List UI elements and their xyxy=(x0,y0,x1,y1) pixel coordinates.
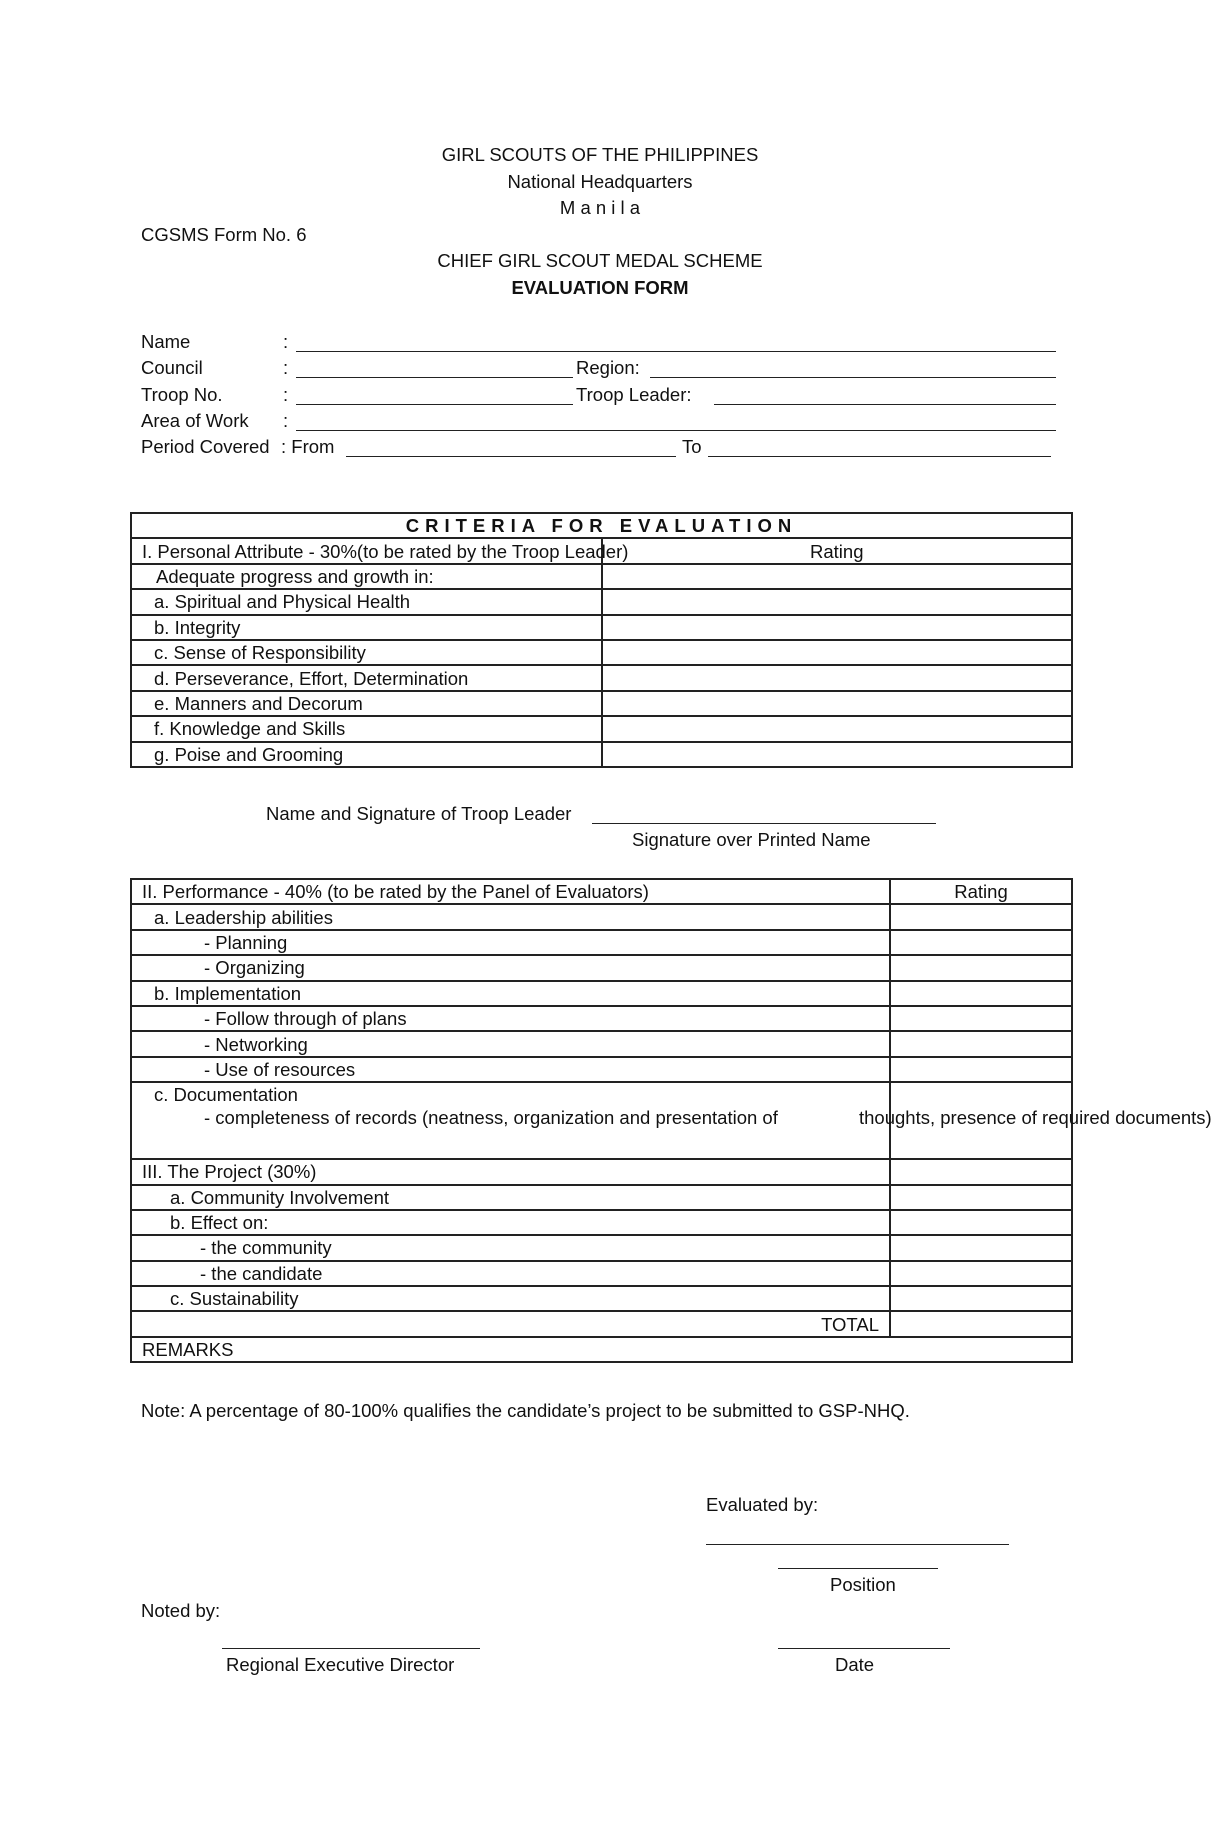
table-row xyxy=(131,1006,1072,1031)
criteria-header: CRITERIA FOR EVALUATION xyxy=(131,513,1072,538)
note-text: Note: A percentage of 80-100% qualifies the candidate’s project to be submitted to GSP-NHQ. xyxy=(141,1400,910,1421)
rating-cell[interactable] xyxy=(890,1210,1072,1235)
table-row xyxy=(131,640,1072,665)
total-label: TOTAL xyxy=(131,1311,890,1336)
troop-leader-field[interactable] xyxy=(714,404,1056,405)
form-number: CGSMS Form No. 6 xyxy=(141,224,307,245)
table-row xyxy=(131,1311,1072,1336)
table-row xyxy=(131,955,1072,980)
council-field[interactable] xyxy=(296,377,573,378)
hq-name: National Headquarters xyxy=(507,171,693,192)
criteria-item: c. Sense of Responsibility xyxy=(154,642,366,664)
rating-header: Rating xyxy=(602,538,1073,563)
table-row xyxy=(131,1261,1072,1286)
to-field[interactable] xyxy=(708,456,1051,457)
rating-cell[interactable] xyxy=(890,1006,1072,1031)
rating-header: Rating xyxy=(890,879,1072,904)
criteria-subitem: - Use of resources xyxy=(204,1058,356,1080)
date-field[interactable] xyxy=(778,1648,950,1649)
rating-cell[interactable] xyxy=(602,716,1073,741)
criteria-subitem: - the candidate xyxy=(200,1262,323,1284)
criteria-item: a. Spiritual and Physical Health xyxy=(154,591,411,613)
rating-cell[interactable] xyxy=(602,640,1073,665)
table-row xyxy=(131,1337,1072,1362)
org-name: GIRL SCOUTS OF THE PHILIPPINES xyxy=(441,144,759,165)
rating-cell[interactable] xyxy=(890,981,1072,1006)
troop-leader-label: Troop Leader: xyxy=(576,384,692,405)
position-label: Position xyxy=(830,1574,896,1595)
table-row xyxy=(131,1210,1072,1235)
troop-no-label: Troop No. xyxy=(141,384,223,405)
area-of-work-label: Area of Work xyxy=(141,410,249,431)
period-covered-label: Period Covered xyxy=(141,436,270,457)
rating-cell[interactable] xyxy=(890,930,1072,955)
table-row xyxy=(131,1185,1072,1210)
council-colon: : xyxy=(283,357,289,378)
date-label: Date xyxy=(835,1654,875,1675)
noted-by-label: Noted by: xyxy=(141,1600,221,1621)
remarks-cell[interactable]: REMARKS xyxy=(131,1337,1072,1362)
table-row xyxy=(131,981,1072,1006)
rating-cell[interactable] xyxy=(602,691,1073,716)
table-row xyxy=(131,716,1072,741)
rating-cell[interactable] xyxy=(890,904,1072,929)
rating-cell[interactable] xyxy=(602,564,1073,589)
criteria-subitem: - the community xyxy=(200,1237,332,1259)
table-row xyxy=(131,1082,1072,1159)
rating-cell[interactable] xyxy=(890,1159,1072,1184)
table-row xyxy=(131,879,1072,904)
section-title: II. Performance - 40% (to be rated by the Panel of Evaluators) xyxy=(131,879,890,904)
criteria-item: g. Poise and Grooming xyxy=(154,743,344,765)
signature-caption: Signature over Printed Name xyxy=(632,829,871,850)
rating-cell[interactable] xyxy=(602,742,1073,767)
name-field[interactable] xyxy=(296,351,1056,352)
table-row xyxy=(131,1057,1072,1082)
form-title: EVALUATION FORM xyxy=(511,277,689,298)
red-label: Regional Executive Director xyxy=(226,1654,455,1675)
region-field[interactable] xyxy=(650,377,1056,378)
table-row xyxy=(131,615,1072,640)
criteria-item: c. Sustainability xyxy=(170,1288,299,1310)
criteria-item: a. Leadership abilities xyxy=(154,906,333,928)
criteria-subitem: - Follow through of plans xyxy=(204,1008,407,1030)
rating-cell[interactable] xyxy=(890,1235,1072,1260)
rating-cell[interactable] xyxy=(890,1185,1072,1210)
city-name: M a n i l a xyxy=(559,197,641,218)
criteria-item: b. Implementation xyxy=(154,982,302,1004)
table-row xyxy=(131,1235,1072,1260)
troop-no-colon: : xyxy=(283,384,289,405)
scheme-title: CHIEF GIRL SCOUT MEDAL SCHEME xyxy=(437,250,763,271)
table-row xyxy=(131,904,1072,929)
criteria-subitem: - Networking xyxy=(204,1033,308,1055)
region-label: Region: xyxy=(576,357,640,378)
criteria-subitem-continued: thoughts, presence of required documents) xyxy=(858,1107,1212,1129)
rating-cell[interactable] xyxy=(890,955,1072,980)
performance-table xyxy=(130,878,1212,1363)
red-signature-field[interactable] xyxy=(222,1648,480,1649)
table-row xyxy=(131,538,1072,563)
rating-cell[interactable] xyxy=(890,1286,1072,1311)
rating-cell[interactable] xyxy=(602,615,1073,640)
area-of-work-field[interactable] xyxy=(296,430,1056,431)
criteria-item: e. Manners and Decorum xyxy=(154,692,363,714)
area-of-work-colon: : xyxy=(283,410,289,431)
from-label: : From xyxy=(281,436,335,457)
table-row xyxy=(131,742,1072,767)
troop-leader-signature-label: Name and Signature of Troop Leader xyxy=(266,803,572,824)
table-row xyxy=(131,930,1072,955)
name-colon: : xyxy=(283,331,289,352)
criteria-item: f. Knowledge and Skills xyxy=(154,718,346,740)
council-label: Council xyxy=(141,357,203,378)
position-field[interactable] xyxy=(778,1568,938,1569)
project-section-title: III. The Project (30%) xyxy=(131,1159,890,1184)
name-label: Name xyxy=(141,331,191,352)
evaluated-by-label: Evaluated by: xyxy=(706,1494,819,1515)
troop-no-field[interactable] xyxy=(296,404,573,405)
from-field[interactable] xyxy=(346,456,676,457)
rating-cell[interactable] xyxy=(602,589,1073,614)
personal-attribute-table xyxy=(130,512,1073,768)
criteria-item: c. Documentation xyxy=(154,1084,298,1106)
rating-cell[interactable] xyxy=(890,1261,1072,1286)
criteria-item: a. Community Involvement xyxy=(170,1186,390,1208)
section-title: I. Personal Attribute - 30%(to be rated by the Troop Leader) xyxy=(131,538,602,563)
table-row xyxy=(131,665,1072,690)
criteria-subitem: - Organizing xyxy=(204,957,305,979)
criteria-item: b. Effect on: xyxy=(170,1212,269,1234)
rating-cell[interactable] xyxy=(890,1031,1072,1056)
table-row xyxy=(131,589,1072,614)
to-label: To xyxy=(682,436,702,457)
rating-cell[interactable] xyxy=(602,665,1073,690)
total-cell[interactable] xyxy=(890,1311,1072,1336)
table-row xyxy=(131,1286,1072,1311)
criteria-subitem: - Planning xyxy=(204,931,288,953)
table-row xyxy=(131,564,1072,589)
rating-cell[interactable] xyxy=(890,1057,1072,1082)
table-row xyxy=(131,1159,1072,1184)
criteria-intro: Adequate progress and growth in: xyxy=(156,565,434,587)
evaluator-signature-field[interactable] xyxy=(706,1544,1009,1545)
criteria-item: b. Integrity xyxy=(154,616,241,638)
criteria-item: d. Perseverance, Effort, Determination xyxy=(154,667,469,689)
criteria-subitem: - completeness of records (neatness, organization and presentation of xyxy=(204,1107,778,1129)
table-row xyxy=(131,1031,1072,1056)
table-row xyxy=(131,691,1072,716)
troop-leader-signature-field[interactable] xyxy=(592,823,936,824)
table-header-row xyxy=(131,513,1072,538)
